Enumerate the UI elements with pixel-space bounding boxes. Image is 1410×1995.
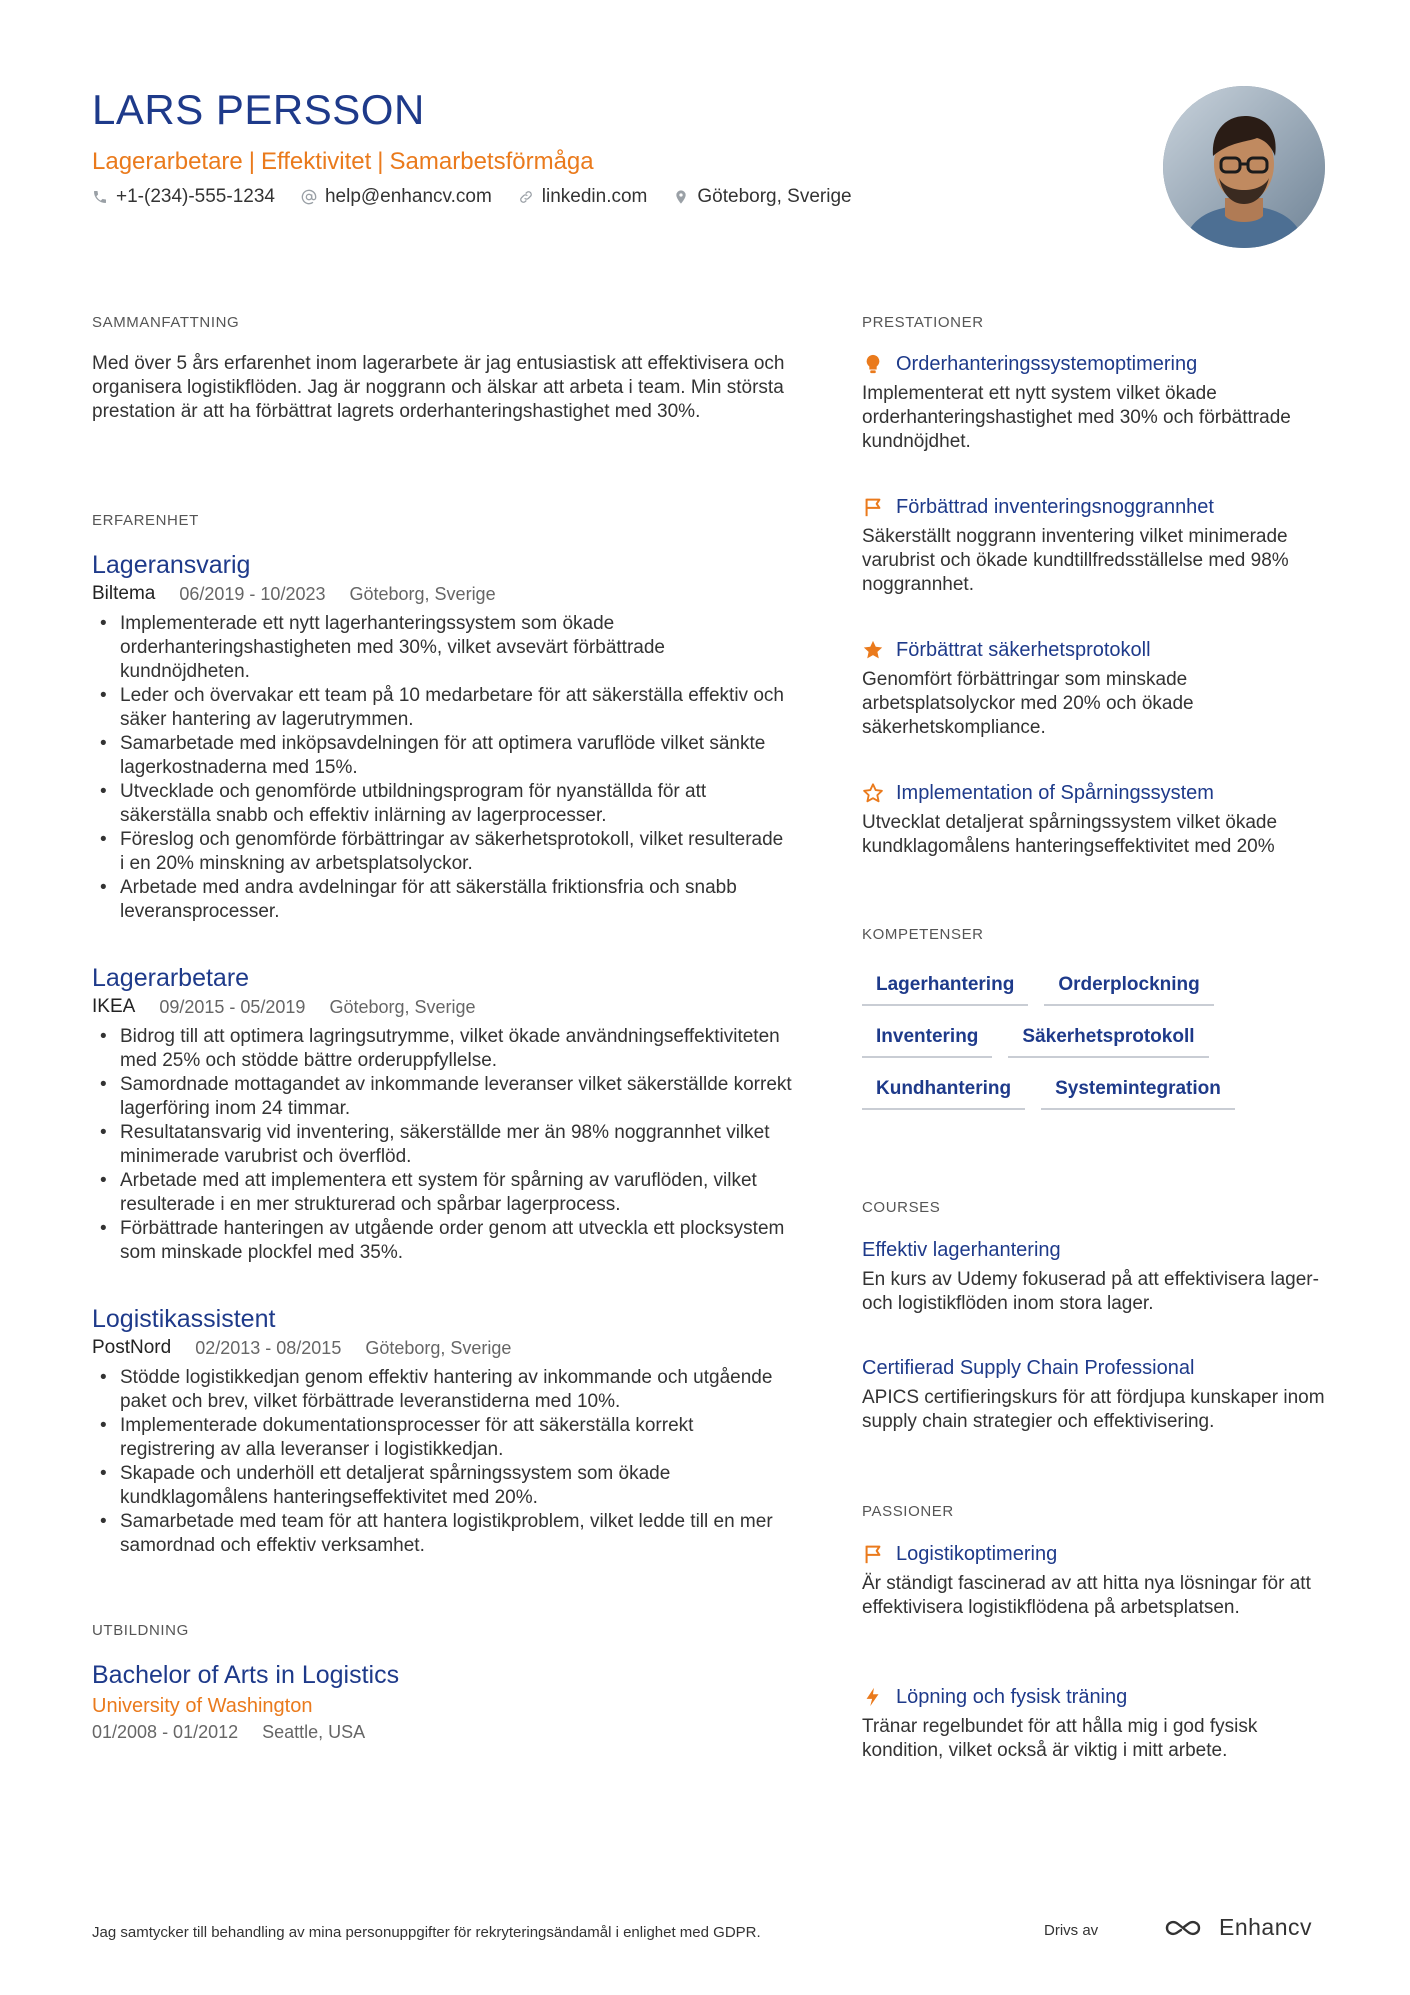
- bullet-item: • Resultatansvarig vid inventering, säkerställde mer än 98% noggrannhet vilket minimerade varubrist och överflöd.: [92, 1121, 792, 1169]
- achievement-item: [862, 779, 1332, 859]
- email-text: help@enhancv.com: [324, 186, 492, 207]
- skill-tag: Säkerhetsprotokoll: [1008, 1022, 1208, 1058]
- job-title: Logistikassistent: [92, 1305, 276, 1333]
- link-icon: [518, 189, 534, 205]
- education-degree: Bachelor of Arts in Logistics: [92, 1661, 400, 1689]
- powered-by-label: Drivs av: [1044, 1922, 1099, 1939]
- headline-separator: |: [377, 148, 384, 175]
- education-school: University of Washington: [92, 1695, 313, 1717]
- contact-phone[interactable]: [92, 186, 275, 208]
- phone-icon: [92, 189, 108, 205]
- job-title: Lageransvarig: [92, 551, 251, 579]
- bullet-item: • Förbättrade hanteringen av utgående order genom att utveckla ett plocksystem som minskade plockfel med 35%.: [92, 1217, 792, 1265]
- achievement-title: Orderhanteringssystemoptimering: [896, 353, 1198, 375]
- job-meta: [92, 1336, 792, 1360]
- job-company: IKEA: [92, 996, 136, 1017]
- headline: [92, 148, 594, 176]
- headline-separator: |: [248, 148, 256, 175]
- education-heading: UTBILDNING: [92, 1622, 189, 1639]
- candidate-name: LARS PERSSON: [92, 86, 425, 133]
- at-icon: [301, 189, 317, 205]
- achievement-header: [862, 636, 1332, 664]
- skill-tag: Kundhantering: [862, 1074, 1025, 1110]
- summary-heading: SAMMANFATTNING: [92, 314, 240, 331]
- star-filled-icon: [862, 639, 884, 661]
- job-bullets: [92, 612, 792, 924]
- skills-heading: KOMPETENSER: [862, 926, 984, 943]
- skills-list: [862, 970, 1332, 1126]
- job-bullets: [92, 1366, 792, 1558]
- course-item: [862, 1354, 1332, 1434]
- skill-row: [862, 1074, 1332, 1110]
- bullet-item: • Skapade och underhöll ett detaljerat spårningssystem som ökade kundklagomålens hanteringseffektivitet med 20%.: [92, 1462, 792, 1510]
- skill-tag: Inventering: [862, 1022, 992, 1058]
- education-meta: [92, 1720, 792, 1744]
- gdpr-consent: Jag samtycker till behandling av mina personuppgifter för rekryteringsändamål i enlighet med GDPR.: [92, 1924, 761, 1941]
- contact-linkedin[interactable]: [518, 186, 648, 208]
- passion-desc: Är ständigt fascinerad av att hitta nya lösningar för att effektivisera logistikflödena på arbetsplatsen.: [862, 1573, 1311, 1618]
- education-entry: [92, 1660, 792, 1744]
- passion-header: [862, 1540, 1332, 1568]
- skill-tag: Lagerhantering: [862, 970, 1028, 1006]
- brand-name: Enhancv: [1219, 1914, 1313, 1940]
- bullet-item: • Arbetade med andra avdelningar för att säkerställa friktionsfria och snabb leveransprocesser.: [92, 876, 792, 924]
- achievement-header: [862, 350, 1332, 378]
- passions-heading: PASSIONER: [862, 1503, 954, 1520]
- course-desc: APICS certifieringskurs för att fördjupa kunskaper inom supply chain strategier och effektivisering.: [862, 1387, 1325, 1432]
- passion-header: [862, 1683, 1332, 1711]
- courses-heading: COURSES: [862, 1199, 941, 1216]
- bullet-item: • Leder och övervakar ett team på 10 medarbetare för att säkerställa effektiv och säker hantering av lagerutrymmen.: [92, 684, 792, 732]
- achievement-desc: Utvecklat detaljerat spårningssystem vilket ökade kundklagomålens hanteringseffektivitet med 20%: [862, 812, 1278, 857]
- job-entry: [92, 550, 792, 924]
- portrait-illustration: [1163, 86, 1325, 248]
- job-entry: [92, 963, 792, 1265]
- enhancv-logo[interactable]: [1163, 1914, 1312, 1941]
- skill-row: [862, 970, 1332, 1006]
- avatar: [1163, 86, 1325, 248]
- education-dates: 01/2008 - 01/2012: [92, 1722, 239, 1742]
- lightbulb-icon: [862, 353, 884, 375]
- bullet-item: • Utvecklade och genomförde utbildningsprogram för nyanställda för att säkerställa snabb och effektiv inlärning av lagerprocesser.: [92, 780, 792, 828]
- job-dates: 02/2013 - 08/2015: [195, 1338, 342, 1358]
- flag-icon: [862, 1543, 884, 1565]
- achievement-desc: Genomfört förbättringar som minskade arbetsplatsolyckor med 20% och ökade säkerhetskompliance.: [862, 669, 1194, 738]
- contact-location: [673, 186, 851, 208]
- summary-text: Med över 5 års erfarenhet inom lagerarbete är jag entusiastisk att effektivisera och organisera logistikflöden. Jag är noggrann och älskar att arbeta i team. Min största prestation är att ha förbättrat lagrets orderhanteringshastighet med 30%.: [92, 353, 785, 422]
- skill-row: [862, 1022, 1332, 1058]
- passion-title: Löpning och fysisk träning: [896, 1686, 1128, 1708]
- job-meta: [92, 582, 792, 606]
- flag-icon: [862, 496, 884, 518]
- location-text: Göteborg, Sverige: [697, 186, 852, 207]
- skill-tag: Orderplockning: [1044, 970, 1213, 1006]
- job-title: Lagerarbetare: [92, 964, 250, 992]
- job-dates: 06/2019 - 10/2023: [179, 584, 326, 604]
- bullet-item: • Bidrog till att optimera lagringsutrymme, vilket ökade användningseffektiviteten med 25% och stödde bättre orderuppfyllelse.: [92, 1025, 792, 1073]
- achievement-title: Förbättrat säkerhetsprotokoll: [896, 639, 1151, 661]
- bullet-item: • Samordnade mottagandet av inkommande leveranser vilket säkerställde korrekt lagerföring inom 24 timmar.: [92, 1073, 792, 1121]
- job-location: Göteborg, Sverige: [365, 1338, 512, 1358]
- bullet-item: • Föreslog och genomförde förbättringar av säkerhetsprotokoll, vilket resulterade i en 20% minskning av arbetsplatsolyckor.: [92, 828, 792, 876]
- education-location: Seattle, USA: [262, 1722, 366, 1742]
- skill-tag: Systemintegration: [1041, 1074, 1235, 1110]
- passion-desc: Tränar regelbundet för att hålla mig i god fysisk kondition, vilket också är viktig i mitt arbete.: [862, 1716, 1258, 1761]
- job-location: Göteborg, Sverige: [329, 997, 476, 1017]
- job-dates: 09/2015 - 05/2019: [159, 997, 306, 1017]
- passion-item: [862, 1540, 1332, 1620]
- linkedin-text: linkedin.com: [541, 186, 648, 207]
- passion-item: [862, 1683, 1332, 1763]
- location-pin-icon: [673, 189, 689, 205]
- job-company: Biltema: [92, 583, 156, 604]
- course-title: Certifierad Supply Chain Professional: [862, 1357, 1195, 1379]
- course-title: Effektiv lagerhantering: [862, 1239, 1061, 1261]
- job-entry: [92, 1304, 792, 1558]
- job-meta: [92, 995, 792, 1019]
- bullet-item: • Implementerade ett nytt lagerhanteringssystem som ökade orderhanteringshastigheten med 30%, vilket avsevärt förbättrade kundnöjdheten.: [92, 612, 792, 684]
- achievements-heading: PRESTATIONER: [862, 314, 984, 331]
- achievement-desc: Implementerat ett nytt system vilket ökade orderhanteringshastighet med 30% och förbättrade kundnöjdhet.: [862, 383, 1291, 452]
- achievement-title: Förbättrad inventeringsnoggrannhet: [896, 496, 1214, 518]
- achievement-header: [862, 779, 1332, 807]
- contact-email[interactable]: [301, 186, 492, 208]
- achievement-item: [862, 636, 1332, 740]
- bullet-item: • Samarbetade med inköpsavdelningen för att optimera varuflöde vilket sänkte lagerkostnaderna med 15%.: [92, 732, 792, 780]
- headline-part: Lagerarbetare: [92, 148, 243, 175]
- achievement-item: [862, 350, 1332, 454]
- contact-bar: [92, 186, 852, 208]
- phone-text: +1-(234)-555-1234: [116, 186, 275, 207]
- achievement-title: Implementation of Spårningssystem: [896, 782, 1214, 804]
- bullet-item: • Implementerade dokumentationsprocesser för att säkerställa korrekt registrering av alla leveranser i logistikkedjan.: [92, 1414, 792, 1462]
- enhancv-logo-icon: [1163, 1916, 1211, 1940]
- bullet-item: • Arbetade med att implementera ett system för spårning av varuflöden, vilket resulterade i en mer strukturerad och spårbar lagerprocess.: [92, 1169, 792, 1217]
- job-company: PostNord: [92, 1337, 172, 1358]
- passion-title: Logistikoptimering: [896, 1543, 1058, 1565]
- job-location: Göteborg, Sverige: [349, 584, 496, 604]
- bolt-icon: [862, 1686, 884, 1708]
- achievement-header: [862, 493, 1332, 521]
- headline-part: Samarbetsförmåga: [389, 148, 594, 175]
- course-item: [862, 1236, 1332, 1316]
- job-bullets: [92, 1025, 792, 1265]
- achievement-desc: Säkerställt noggrann inventering vilket minimerade varubrist och ökade kundtillfredsställelse med 98% noggrannhet.: [862, 526, 1289, 595]
- bullet-item: • Stödde logistikkedjan genom effektiv hantering av inkommande och utgående paket och brev, vilket förbättrade leveranstiderna med 10%.: [92, 1366, 792, 1414]
- course-desc: En kurs av Udemy fokuserad på att effektivisera lager- och logistikflöden inom stora lager.: [862, 1269, 1319, 1314]
- star-outline-icon: [862, 782, 884, 804]
- bullet-item: • Samarbetade med team för att hantera logistikproblem, vilket ledde till en mer samordnad och effektiv verksamhet.: [92, 1510, 792, 1558]
- experience-heading: ERFARENHET: [92, 512, 199, 529]
- headline-part: Effektivitet: [261, 148, 372, 175]
- achievement-item: [862, 493, 1332, 597]
